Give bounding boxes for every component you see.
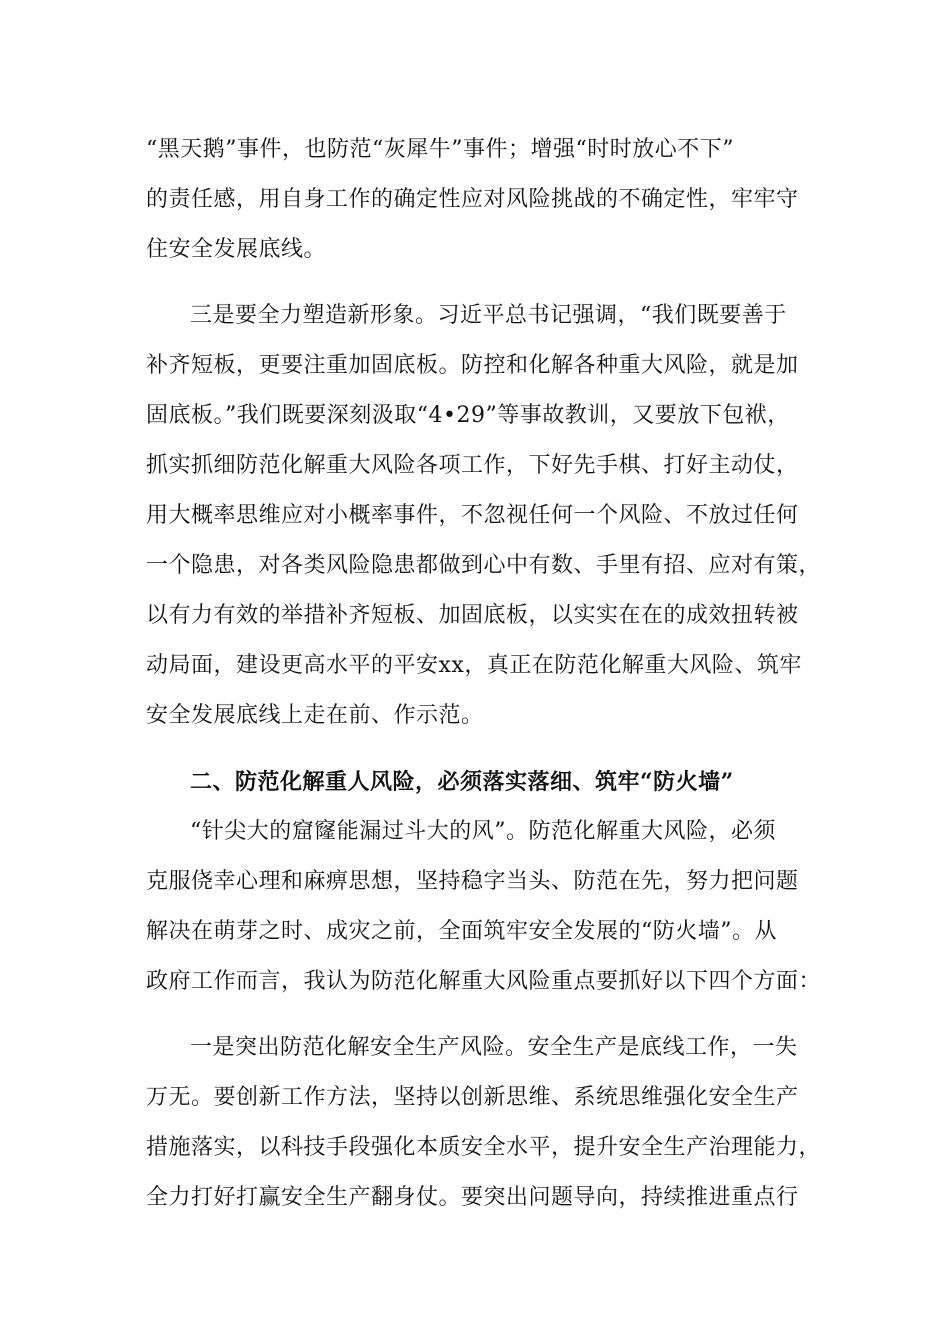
text-line: 安全发展底线上走在前、作示范。 (146, 703, 484, 728)
text-line: 政府工作而言，我认为防范化解重大风险重点要抓好以下四个方面： (146, 969, 822, 994)
text-line: 措施落实，以科技手段强化本质安全水平，提升安全生产治理能力， (146, 1135, 822, 1160)
text-line: 固底板。”我们既要深刻汲取“4•29”等事故教训，又要放下包袱， (146, 403, 790, 428)
text-line: 用大概率思维应对小概率事件，不忽视任何一个风险、不放过任何 (146, 503, 799, 528)
text-line: 万无。要创新工作方法，坚持以创新思维、系统思维强化安全生产 (146, 1085, 799, 1110)
text-line: 解决在萌芽之时、成灾之前，全面筑牢安全发展的“防火墙”。从 (146, 919, 777, 944)
text-line: 一个隐患，对各类风险隐患都做到心中有数、手里有招、应对有策， (146, 553, 822, 578)
text-line: 克服侥幸心理和麻痹思想，坚持稳字当头、防范在先，努力把问题 (146, 869, 799, 894)
text-line: 一是突出防范化解安全生产风险。安全生产是底线工作，一失 (190, 1035, 798, 1060)
text-line: 全力打好打赢安全生产翻身仗。要突出问题导向，持续推进重点行 (146, 1185, 799, 1210)
section-heading: 二、防范化解重人风险，必须落实落细、筑牢“防火墙” (190, 769, 734, 795)
text-line: 三是要全力塑造新形象。习近平总书记强调，“我们既要善于 (190, 303, 787, 328)
text-line: “针尖大的窟窿能漏过斗大的风”。防范化解重大风险，必须 (190, 819, 776, 844)
text-line: 的责任感，用自身工作的确定性应对风险挑战的不确定性，牢牢守 (146, 187, 799, 212)
text-line: “黑天鹅”事件，也防范“灰犀牛”事件；增强“时时放心不下” (146, 137, 734, 162)
text-line: 补齐短板，更要注重加固底板。防控和化解各种重大风险，就是加 (146, 353, 799, 378)
text-line: 抓实抓细防范化解重大风险各项工作，下好先手棋、打好主动仗， (146, 453, 799, 478)
text-line: 以有力有效的举措补齐短板、加固底板，以实实在在的成效扭转被 (146, 603, 799, 628)
text-line: 住安全发展底线。 (146, 237, 327, 262)
text-line: 动局面，建设更高水平的平安xx，真正在防范化解重大风险、筑牢 (146, 653, 802, 678)
